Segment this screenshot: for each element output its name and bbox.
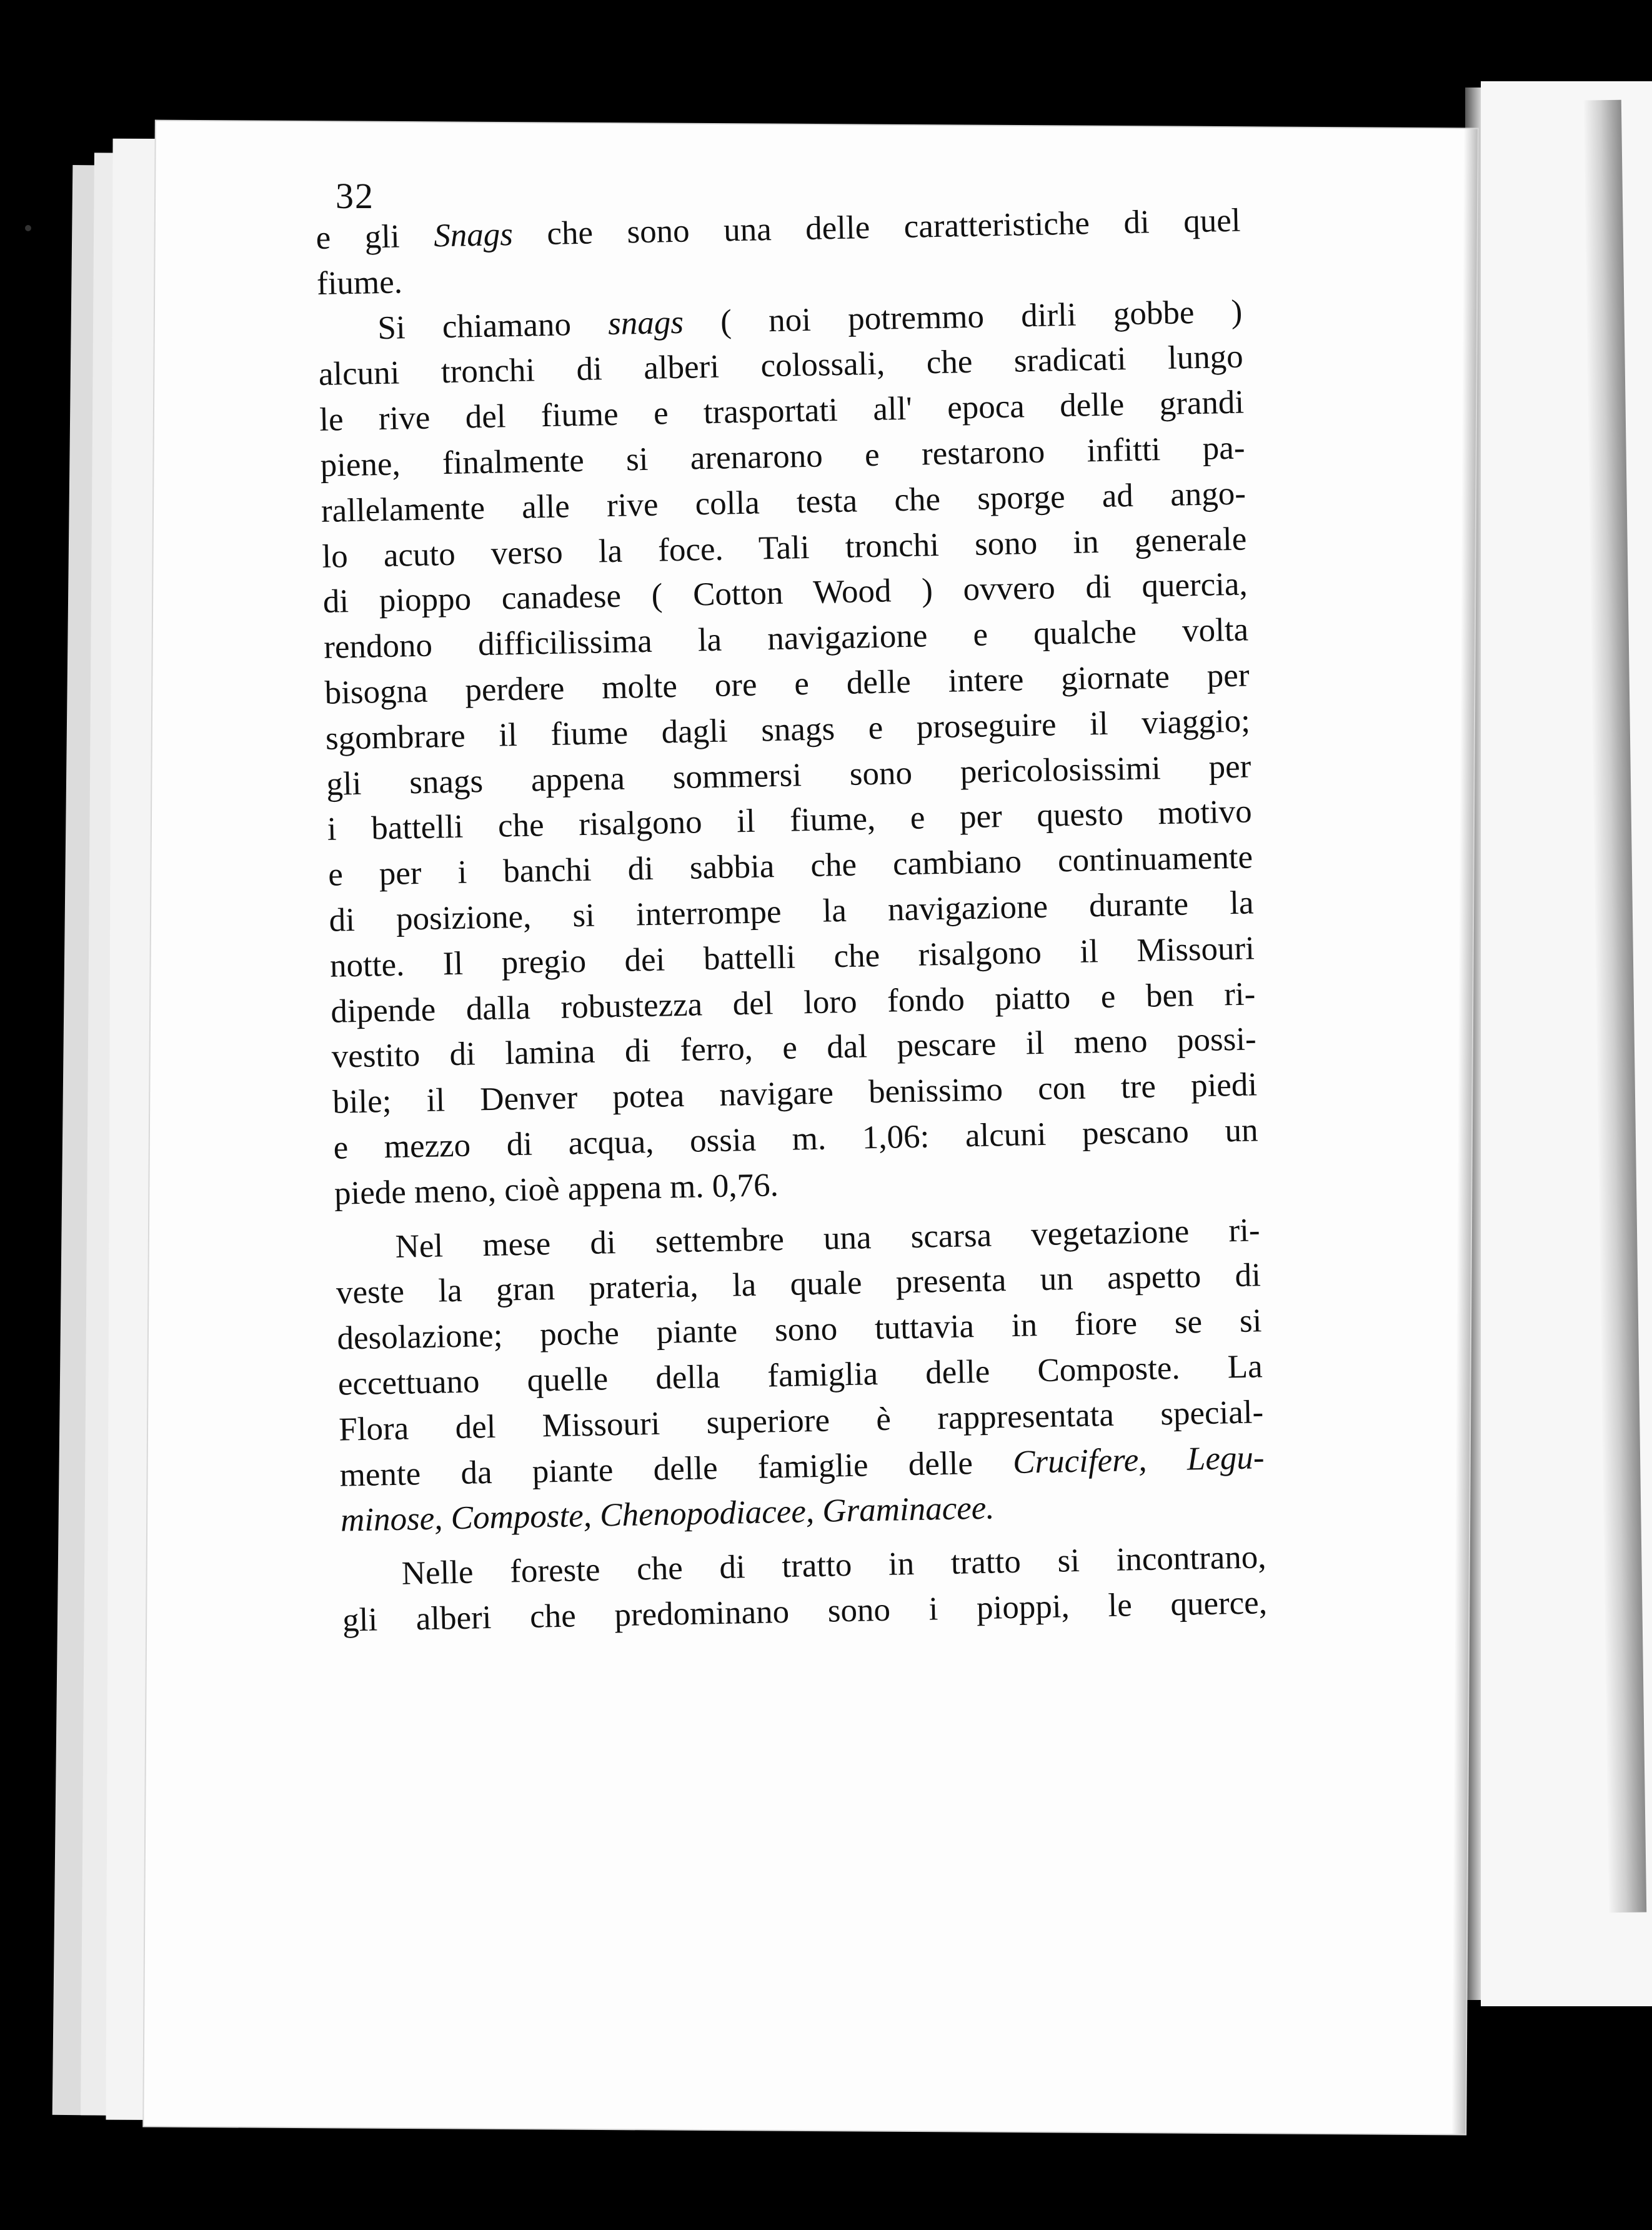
page-number: 32 (336, 176, 374, 216)
text-segment: i battelli che risalgono il fiume, e per questo motivo (327, 793, 1253, 848)
text-segment: Nelle foreste che di tratto in tratto si incontrano, (401, 1539, 1267, 1592)
text-segment: alcuni tronchi di alberi colossali, che sradicati lungo (318, 338, 1244, 393)
text-segment: e per i banchi di sabbia che cambiano continuamente (327, 839, 1253, 893)
text-segment: che sono una delle caratteristiche di quel (512, 202, 1241, 252)
scan-speck (25, 225, 31, 231)
text-segment: piene, finalmente si arenarono e restarono infitti pa- (320, 429, 1245, 484)
text-segment: piede meno, cioè appena m. 0,76. (334, 1166, 779, 1212)
text-segment: Si chiamano (377, 305, 609, 346)
text-segment: le rive del fiume e trasportati all' epoca delle grandi (319, 384, 1245, 439)
text-segment: rallelamente alle rive colla testa che sporge ad ango- (321, 475, 1246, 529)
text-segment: eccettuano quelle della famiglia delle Composte. La (337, 1348, 1263, 1402)
italic-text-segment: Crucifere, Legu- (1012, 1439, 1265, 1481)
text-segment: lo acuto verso la foce. Tali tronchi sono in generale (321, 521, 1247, 575)
body-text (316, 198, 1268, 1644)
text-segment: bile; il Denver potea navigare benissimo con tre piedi (332, 1066, 1258, 1121)
text-segment: bisogna perdere molte ore e delle intere giornate per (324, 657, 1250, 711)
italic-text-segment: Snags (433, 216, 514, 254)
text-segment: desolazione; poche piante sono tuttavia in fiore se si (336, 1302, 1262, 1357)
text-segment: fiume. (316, 264, 403, 302)
italic-text-segment: snags (607, 304, 684, 342)
text-segment: rendono difficilissima la navigazione e qualche volta (323, 611, 1249, 666)
text-segment: di posizione, si interrompe la navigazione durante la (329, 884, 1254, 939)
text-segment: ( noi potremmo dirli gobbe ) (683, 293, 1243, 341)
text-segment: Flora del Missouri superiore è rappresentata special- (338, 1393, 1264, 1448)
text-segment: gli snags appena sommersi sono pericolosissimi per (326, 748, 1251, 802)
text-segment: e gli (316, 218, 434, 256)
text-segment: mente da piante delle famiglie delle (339, 1444, 1013, 1494)
text-segment: dipende dalla robustezza del loro fondo piatto e ben ri- (330, 975, 1256, 1030)
text-segment: veste la gran prateria, la quale presenta un aspetto di (336, 1257, 1261, 1312)
italic-text-segment: minose, Composte, Chenopodiacee, Graminacee. (340, 1489, 995, 1539)
text-segment: notte. Il pregio dei battelli che risalgono il Missouri (329, 930, 1255, 984)
text-segment: Nel mese di settembre una scarsa vegetazione ri- (395, 1211, 1260, 1265)
text-segment: di pioppo canadese ( Cotton Wood ) ovvero di quercia, (322, 566, 1248, 621)
text-segment: sgombrare il fiume dagli snags e proseguire il viaggio; (325, 702, 1251, 757)
text-segment: vestito di lamina di ferro, e dal pescare il meno possi- (331, 1021, 1257, 1076)
text-segment: e mezzo di acqua, ossia m. 1,06: alcuni pescano un (333, 1112, 1258, 1166)
text-segment: gli alberi che predominano sono i pioppi, le querce, (342, 1584, 1268, 1639)
